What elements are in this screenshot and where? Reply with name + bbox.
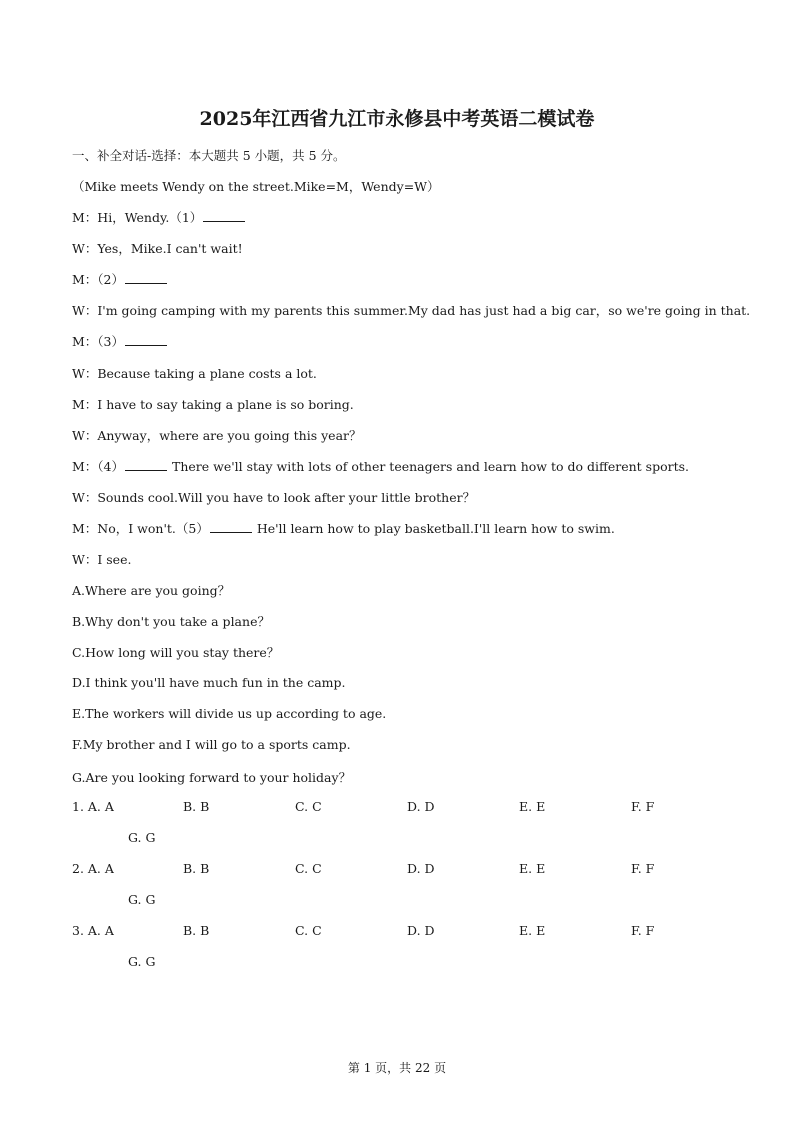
- answer-option[interactable]: C. C: [295, 861, 322, 876]
- page-footer: 第 1 页，共 22 页: [347, 1061, 447, 1075]
- question-row-continued: [72, 892, 712, 910]
- dialogue-text: W：Sounds cool.Will you have to look after your little brother？: [72, 490, 476, 505]
- dialogue-text: M：No，I won't.（5）: [72, 521, 209, 536]
- dialogue-text: There we'll stay with lots of other teenagers and learn how to do different sports.: [168, 459, 690, 474]
- answer-option[interactable]: D. D: [407, 861, 435, 876]
- dialogue-text: M：（3）: [72, 334, 125, 349]
- answer-option[interactable]: C. C: [295, 923, 322, 938]
- answer-option[interactable]: E. E: [519, 861, 546, 876]
- choice-option: A.Where are you going？: [72, 583, 231, 598]
- answer-option[interactable]: G. G: [128, 830, 156, 845]
- answer-option[interactable]: B. B: [183, 861, 210, 876]
- dialogue-line: [72, 488, 475, 506]
- answer-blank[interactable]: [125, 272, 167, 284]
- answer-blank[interactable]: [203, 210, 245, 222]
- dialogue-line: [72, 550, 131, 568]
- dialogue-line: [72, 239, 243, 257]
- dialogue-text: M：I have to say taking a plane is so boring.: [72, 397, 354, 412]
- answer-option[interactable]: C. C: [295, 799, 322, 814]
- choice-option: F.My brother and I will go to a sports camp.: [72, 737, 351, 752]
- answer-option[interactable]: 1. A. A: [72, 799, 114, 814]
- dialogue-line: [72, 301, 750, 319]
- choice-option: D.I think you'll have much fun in the camp.: [72, 675, 346, 690]
- question-row-continued: [72, 954, 712, 972]
- dialogue-text: W：Because taking a plane costs a lot.: [72, 366, 317, 381]
- dialogue-text: He'll learn how to play basketball.I'll learn how to swim.: [252, 521, 615, 536]
- dialogue-line: [72, 395, 354, 413]
- question-row: [72, 861, 712, 879]
- dialogue-line: [72, 270, 168, 288]
- answer-blank[interactable]: [125, 459, 167, 471]
- answer-option[interactable]: G. G: [128, 892, 156, 907]
- answer-option[interactable]: 3. A. A: [72, 923, 114, 938]
- answer-option[interactable]: D. D: [407, 799, 435, 814]
- answer-option[interactable]: 2. A. A: [72, 861, 114, 876]
- dialogue-text: M：Hi，Wendy.（1）: [72, 210, 203, 225]
- dialogue-line: [72, 208, 246, 226]
- dialogue-line: [72, 332, 168, 350]
- answer-option[interactable]: D. D: [407, 923, 435, 938]
- question-row-continued: [72, 830, 712, 848]
- answer-option[interactable]: E. E: [519, 799, 546, 814]
- dialogue-line: [72, 457, 689, 475]
- choice-option: G.Are you looking forward to your holiday？: [72, 770, 352, 785]
- answer-option[interactable]: F. F: [631, 923, 655, 938]
- question-row: [72, 923, 712, 941]
- dialogue-text: W：Anyway，where are you going this year？: [72, 428, 362, 443]
- answer-option[interactable]: E. E: [519, 923, 546, 938]
- dialogue-intro: （Mike meets Wendy on the street.Mike=M，Wendy=W）: [72, 179, 440, 194]
- dialogue-text: M：（4）: [72, 459, 125, 474]
- dialogue-line: [72, 364, 317, 382]
- answer-option[interactable]: B. B: [183, 923, 210, 938]
- section-heading: 一、补全对话-选择：本大题共 5 小题，共 5 分。: [72, 148, 346, 163]
- answer-blank[interactable]: [210, 521, 252, 533]
- choice-option: C.How long will you stay there？: [72, 645, 280, 660]
- answer-blank[interactable]: [125, 334, 167, 346]
- answer-option[interactable]: G. G: [128, 954, 156, 969]
- dialogue-text: W：I see.: [72, 552, 132, 567]
- page-title: 2025年江西省九江市永修县中考英语二模试卷: [199, 108, 595, 130]
- dialogue-text: M：（2）: [72, 272, 125, 287]
- answer-option[interactable]: F. F: [631, 861, 655, 876]
- choice-option: E.The workers will divide us up according to age.: [72, 706, 387, 721]
- dialogue-text: W：Yes，Mike.I can't wait!: [72, 241, 243, 256]
- question-row: [72, 799, 712, 817]
- answer-option[interactable]: F. F: [631, 799, 655, 814]
- dialogue-line: [72, 426, 362, 444]
- answer-option[interactable]: B. B: [183, 799, 210, 814]
- dialogue-text: W：I'm going camping with my parents this summer.My dad has just had a big car，so we're going in that.: [72, 303, 751, 318]
- choice-option: B.Why don't you take a plane？: [72, 614, 270, 629]
- dialogue-line: [72, 519, 615, 537]
